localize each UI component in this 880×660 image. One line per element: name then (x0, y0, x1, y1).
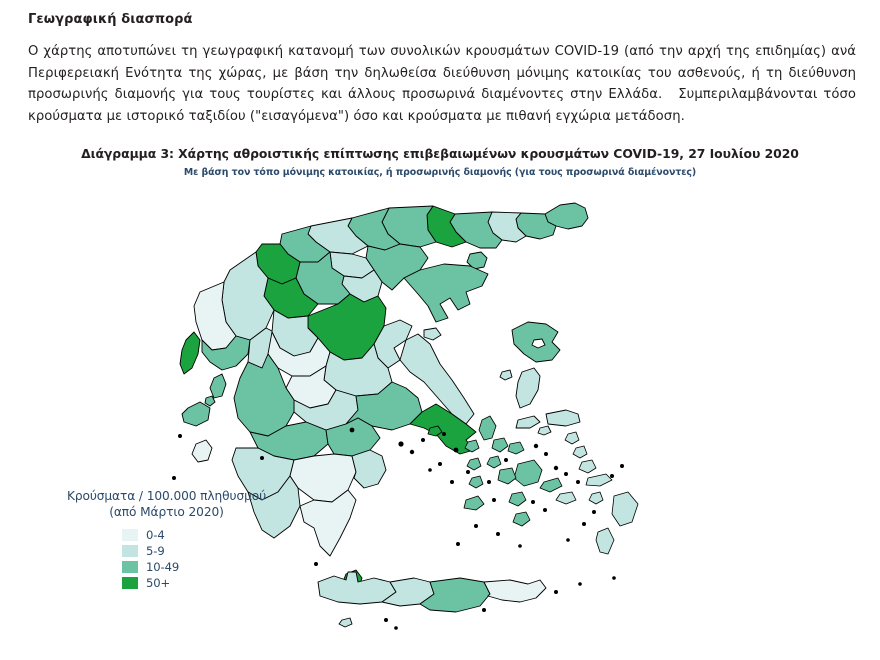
islet-speck (544, 452, 547, 455)
legend-swatch-icon (122, 545, 138, 557)
islet-speck (438, 462, 441, 465)
legend-label: 0-4 (146, 527, 165, 542)
islet-speck (482, 608, 485, 611)
legend-swatch-icon (122, 529, 138, 541)
islet-amorgos[interactable] (540, 478, 562, 492)
islet-speck (582, 522, 585, 525)
islet-serifos[interactable] (469, 476, 483, 488)
islet-andros[interactable] (479, 416, 496, 440)
islet-santorini[interactable] (513, 512, 530, 526)
islet-tinos[interactable] (492, 438, 508, 452)
region-sporades-islet[interactable] (424, 328, 441, 340)
islet-speck (492, 498, 495, 501)
figure-subtitle: Με βάση τον τόπο μόνιμης κατοικίας, ή προσωρινής διαμονής (για τους προσωρινά διαμένοντες) (183, 167, 697, 178)
islet-speck (454, 448, 458, 452)
legend-title-line1: Κρούσματα / 100.000 πληθυσμού (66, 489, 267, 503)
legend-item-50-plus[interactable] (122, 575, 289, 590)
islet-speck (534, 444, 538, 448)
islet-speck (456, 542, 459, 545)
islet-speck (178, 434, 181, 437)
legend-label: 50+ (146, 575, 171, 590)
islet-karpathos[interactable] (596, 528, 614, 554)
islet-speck (610, 474, 613, 477)
islet-naxos[interactable] (514, 460, 542, 486)
legend-item-5-9[interactable] (122, 543, 289, 558)
islet-speck (531, 500, 534, 503)
islet-speck (496, 532, 499, 535)
islet-nisyros[interactable] (589, 492, 603, 504)
legend-swatch-icon (122, 577, 138, 589)
islet-speck (429, 469, 432, 472)
islet-speck (466, 470, 469, 473)
region-ikaria-islet[interactable] (516, 416, 540, 428)
intro-paragraph-part2: Συμπεριλαμβάνονται τόσο κρούσματα με ιστορικό ταξιδίου ("εισαγόμενα") όσο και κρούσματα με πιθανή εγχώρια μετάδοση. (28, 87, 856, 124)
region-fourni-islet[interactable] (538, 426, 551, 435)
islet-kos[interactable] (586, 474, 612, 486)
legend-title-line2: (από Μάρτιο 2020) (109, 505, 224, 519)
region-lasithi[interactable] (484, 580, 546, 602)
islet-speck (554, 590, 557, 593)
islet-speck (564, 472, 567, 475)
islet-speck (260, 456, 263, 459)
islet-kalymnos[interactable] (579, 460, 596, 473)
islet-speck (579, 583, 582, 586)
page-title: Γεωγραφική διασπορά (28, 12, 193, 27)
islet-speck (620, 464, 623, 467)
islet-leros[interactable] (573, 446, 587, 458)
islet-speck (519, 545, 522, 548)
islet-speck (592, 510, 595, 513)
region-argolida[interactable] (352, 450, 386, 488)
region-kerkyra[interactable] (180, 332, 200, 374)
legend-item-10-49[interactable] (122, 559, 289, 574)
islet-speck (474, 524, 477, 527)
islet-astypalaia[interactable] (556, 492, 576, 504)
islet-patmos[interactable] (565, 432, 579, 444)
legend-label: 5-9 (146, 543, 165, 558)
region-samos[interactable] (546, 410, 580, 426)
islet-speck (543, 508, 546, 511)
islet-speck (613, 577, 616, 580)
islet-speck (442, 432, 445, 435)
islet-speck (450, 480, 453, 483)
region-zakynthos[interactable] (192, 440, 212, 462)
islet-speck (487, 480, 490, 483)
region-kefallinia[interactable] (182, 402, 210, 426)
figure-title: Διάγραμμα 3: Χάρτης αθροιστικής επίπτωσης επιβεβαιωμένων κρουσμάτων COVID-19, 27 Ιουλίου 2020 (81, 146, 799, 161)
islet-speck (172, 476, 175, 479)
islet-mykonos[interactable] (508, 442, 524, 454)
region-chania[interactable] (318, 572, 396, 604)
legend-items (44, 527, 289, 590)
islet-speck (554, 466, 558, 470)
legend-title (44, 488, 289, 520)
map-legend (44, 488, 289, 591)
islet-rodos[interactable] (612, 492, 638, 526)
islet-speck (350, 428, 354, 432)
legend-label: 10-49 (146, 559, 180, 574)
islet-milos[interactable] (464, 496, 484, 510)
islet-speck (399, 442, 403, 446)
islet-syros[interactable] (487, 456, 501, 468)
islet-speck (395, 627, 398, 630)
legend-item-0-4[interactable] (122, 527, 289, 542)
legend-swatch-icon (122, 561, 138, 573)
islet-speck (421, 438, 424, 441)
islet-ios[interactable] (509, 492, 526, 506)
intro-paragraph-part1: Ο χάρτης αποτυπώνει τη γεωγραφική κατανομή των συνολικών κρουσμάτων COVID-19 (από την αρχή της επιδημίας) ανά Περιφερειακή Ενότητα της χώρας, με βάση την δηλωθείσα διεύθυνση μόνιμης κατοικίας του ασθενούς, ή τη διεύθυνση προσωρινής διαμονής για τους τουρίστες και άλλους προσωρινά διαμένοντες στην Ελλάδα. (28, 44, 856, 102)
islet-speck (567, 539, 570, 542)
islet-speck (384, 618, 387, 621)
region-chalkidiki[interactable] (404, 264, 488, 322)
islet-speck (504, 458, 507, 461)
region-chios[interactable] (516, 368, 540, 408)
region-gavdos-islet[interactable] (339, 618, 352, 627)
islet-paros[interactable] (498, 468, 516, 484)
islet-speck (410, 450, 414, 454)
intro-paragraph (28, 41, 856, 127)
region-lefkada[interactable] (210, 374, 226, 398)
region-psara-islet[interactable] (500, 370, 512, 380)
islet-speck (576, 480, 579, 483)
islet-speck (314, 562, 317, 565)
islet-kythnos[interactable] (467, 458, 481, 470)
